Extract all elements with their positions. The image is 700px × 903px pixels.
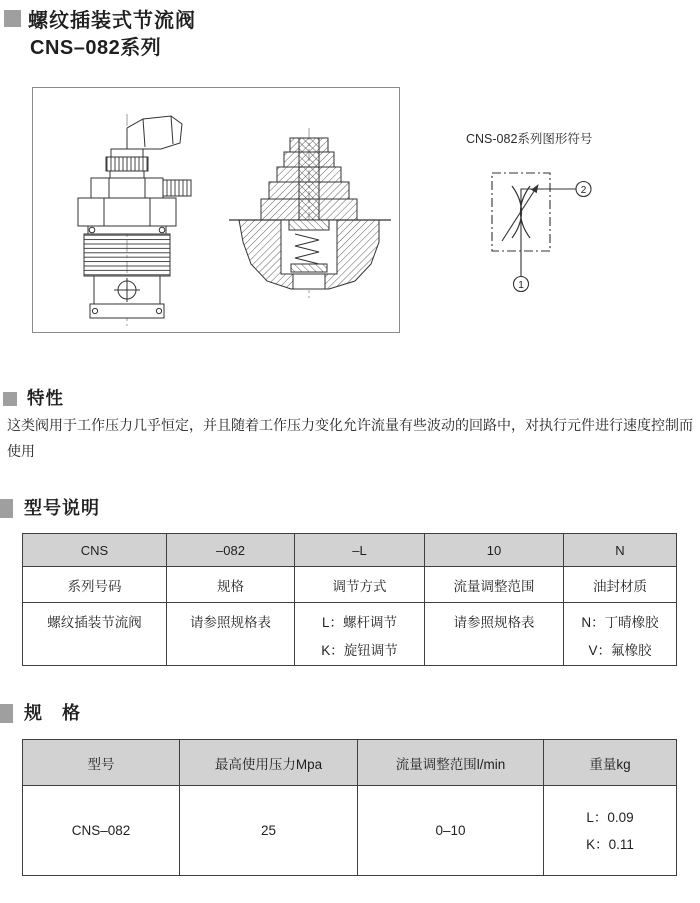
- model-label-cell: 系列号码: [23, 567, 167, 603]
- model-detail-cell: 请参照规格表: [167, 603, 295, 666]
- adjust-option-l: L：螺杆调节: [321, 615, 397, 630]
- model-label-cell: 油封材质: [564, 567, 677, 603]
- features-paragraph: 这类阀用于工作压力几乎恒定，并且随着工作压力变化允许流量有些波动的回路中，对执行元件进行速度控制而使用: [7, 417, 693, 459]
- model-detail-cell: 请参照规格表: [425, 603, 564, 666]
- model-designation-table: [22, 533, 677, 666]
- spec-header-cell: 流量调整范围l/min: [358, 740, 544, 786]
- weight-l: L：0.09: [586, 809, 634, 825]
- valve-drawings-figure: [32, 87, 400, 333]
- model-code-cell: –082: [167, 534, 295, 567]
- model-code-cell: –L: [295, 534, 425, 567]
- model-detail-cell: 螺纹插装节流阀: [23, 603, 167, 666]
- spec-data-row: [23, 786, 677, 876]
- model-label-cell: 流量调整范围: [425, 567, 564, 603]
- spec-pressure-cell: 25: [180, 786, 358, 876]
- spec-section-heading: 规 格: [24, 703, 81, 723]
- page-title: 螺纹插装式节流阀: [28, 10, 196, 32]
- spec-header-cell: 型号: [23, 740, 180, 786]
- spec-header-cell: 重量kg: [544, 740, 677, 786]
- model-code-row: [23, 534, 677, 567]
- seal-option-v: V：氟橡胶: [588, 643, 652, 658]
- title-bullet-square: [4, 10, 21, 27]
- model-label-cell: 调节方式: [295, 567, 425, 603]
- spec-flow-cell: 0–10: [358, 786, 544, 876]
- symbol-caption: CNS-082系列图形符号: [466, 132, 593, 146]
- weight-k: K：0.11: [586, 836, 634, 852]
- valve-drawings-svg: [33, 88, 399, 332]
- model-section-heading: 型号说明: [24, 498, 100, 518]
- specifications-table: [22, 739, 677, 876]
- spec-weight-cell: [544, 786, 677, 876]
- spec-model-cell: CNS–082: [23, 786, 180, 876]
- flow-line: [521, 189, 576, 277]
- model-label-cell: 规格: [167, 567, 295, 603]
- model-bullet-square: [0, 499, 13, 518]
- model-detail-cell: [564, 603, 677, 666]
- spec-header-row: [23, 740, 677, 786]
- port-1-label: 1: [518, 279, 524, 291]
- model-detail-cell: [295, 603, 425, 666]
- model-label-row: [23, 567, 677, 603]
- port-2-label: 2: [580, 184, 587, 196]
- model-detail-row: [23, 603, 677, 666]
- model-code-cell: CNS: [23, 534, 167, 567]
- model-code-cell: 10: [425, 534, 564, 567]
- model-code-cell: N: [564, 534, 677, 567]
- valve-external-view-drawing: [78, 114, 191, 326]
- features-heading: 特性: [27, 388, 64, 408]
- valve-cross-section-drawing: [229, 128, 391, 298]
- features-bullet-square: [3, 392, 17, 406]
- page-subtitle: CNS–082系列: [30, 37, 162, 59]
- spec-header-cell: 最高使用压力Mpa: [180, 740, 358, 786]
- seal-option-n: N：丁晴橡胶: [581, 615, 659, 630]
- adjust-option-k: K：旋钮调节: [321, 643, 398, 658]
- throttle-valve-symbol: [455, 156, 665, 306]
- adjustable-arrow: [502, 185, 538, 241]
- spec-bullet-square: [0, 704, 13, 723]
